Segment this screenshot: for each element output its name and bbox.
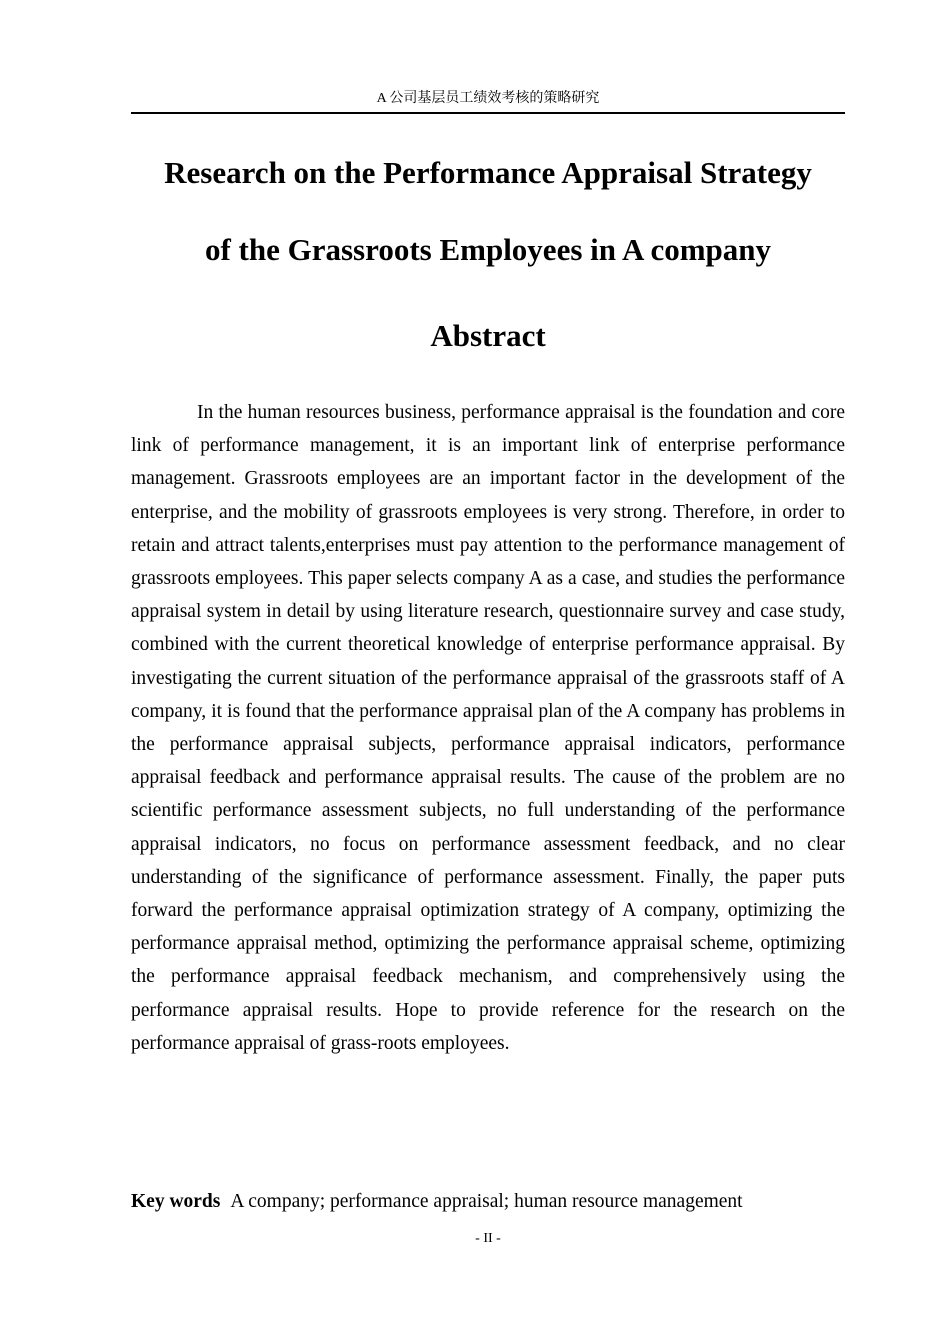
page-number: - II - bbox=[475, 1231, 501, 1246]
header-rule bbox=[131, 112, 845, 114]
paper-title-line-1: Research on the Performance Appraisal Strategy bbox=[164, 155, 812, 190]
abstract-heading: Abstract bbox=[430, 318, 546, 353]
keywords-line bbox=[131, 1186, 845, 1218]
keywords-text: A company; performance appraisal; human resource management bbox=[230, 1191, 743, 1212]
paper-title-line-2: of the Grassroots Employees in A company bbox=[204, 232, 772, 267]
running-header: A 公司基层员工绩效考核的策略研究 bbox=[376, 91, 600, 106]
abstract-body: In the human resources business, performance appraisal is the foundation and core link of performance management, it is an important link of enterprise performance management. Grassroots employees are an important factor in the development of the enterprise, and the mobility of grassroots employees is very strong. Therefore, in order to retain and attract talents,enterprises must pay attention to the performance management of grassroots employees. This paper selects company A as a case, and studies the performance appraisal system in detail by using literature research, questionnaire survey and case study, combined with the current theoretical knowledge of enterprise performance appraisal. By investigating the current situation of the performance appraisal of the grassroots staff of A company, it is found that the performance appraisal plan of the A company has problems in the performance appraisal subjects, performance appraisal indicators, performance appraisal feedback and performance appraisal results. The cause of the problem are no scientific performance assessment subjects, no full understanding of the performance appraisal indicators, no focus on performance assessment feedback, and no clear understanding of the significance of performance assessment. Finally, the paper puts forward the performance appraisal optimization strategy of A company, optimizing the performance appraisal method, optimizing the performance appraisal scheme, optimizing the performance appraisal feedback mechanism, and comprehensively using the performance appraisal results. Hope to provide reference for the research on the performance appraisal of grass-roots employees. bbox=[131, 402, 845, 1054]
keywords-label: Key words bbox=[131, 1191, 221, 1212]
